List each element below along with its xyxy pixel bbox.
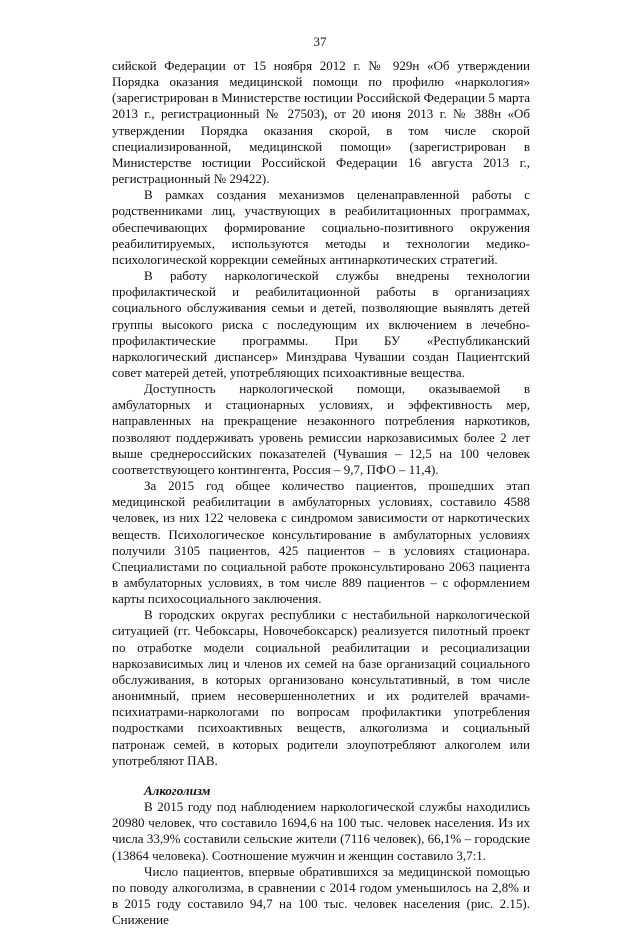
document-body	[112, 58, 530, 928]
paragraph: В городских округах республики с нестабильной наркологической ситуацией (гг. Чебоксары, Новочебоксарск) реализуется пилотный проект по отработке модели социальной реабилитации и ресоциализации наркозависимых лиц и членов их семей на базе организаций социального обслуживания, в которых организовано консультативный, в том числе анонимный, прием несовершеннолетних и их родителей врачами-психиатрами-наркологами по вопросам профилактики употребления подростками психоактивных веществ, алкоголизма и социальный патронаж семей, в которых родители злоупотребляют алкоголем или употребляют ПАВ.	[112, 607, 530, 768]
paragraph: В 2015 году под наблюдением наркологической службы находились 20980 человек, что составило 1694,6 на 100 тыс. человек населения. Из их числа 33,9% составили сельские жители (7116 человек), 66,1% – городские (13864 человека). Соотношение мужчин и женщин составило 3,7:1.	[112, 799, 530, 863]
paragraph: Число пациентов, впервые обратившихся за медицинской помощью по поводу алкоголизма, в сравнении с 2014 годом уменьшилось на 2,8% и в 2015 году составило 94,7 на 100 тыс. человек населения (рис. 2.15). Снижение	[112, 863, 530, 928]
paragraph-continued: сийской Федерации от 15 ноября 2012 г. № 929н «Об утверждении Порядка оказания медицинской помощи по профилю «наркология» (зарегистрирован в Министерстве юстиции Российской Федерации 5 марта 2013 г., регистрационный № 27503), от 20 июня 2013 г. № 388н «Об утверждении Порядка оказания скорой, в том числе скорой специализированной, медицинской помощи» (зарегистрирован в Министерстве юстиции Российской Федерации 16 августа 2013 г., регистрационный № 29422).	[112, 58, 530, 187]
paragraph: Доступность наркологической помощи, оказываемой в амбулаторных и стационарных условиях, и эффективность мер, направленных на прекращение незаконного потребления наркотиков, позволяют поддерживать уровень ремиссии наркозависимых более 2 лет выше среднероссийских показателей (Чувашия – 12,5 на 100 человек соответствующего контингента, Россия – 9,7, ПФО – 11,4).	[112, 381, 530, 477]
section-heading: Алкоголизм	[144, 782, 211, 798]
page-number: 37	[313, 34, 327, 49]
paragraph: В рамках создания механизмов целенаправленной работы с родственниками лиц, участвующих в реабилитационных программах, обеспечивающих формирование социально-позитивного окружения реабилитируемых, используются методы и технологии медико-психологической коррекции семейных антинаркотических стратегий.	[112, 187, 530, 267]
paragraph: За 2015 год общее количество пациентов, прошедших этап медицинской реабилитации в амбулаторных условиях, составило 4588 человек, из них 122 человека с синдромом зависимости от наркотических веществ. Психологическое консультирование в амбулаторных условиях получили 3105 пациентов, 425 пациентов – в условиях стационара. Специалистами по социальной работе проконсультировано 2063 пациента в амбулаторных условиях, в том числе 889 пациентов – с оформлением карты психосоциального заключения.	[112, 478, 530, 607]
paragraph: В работу наркологической службы внедрены технологии профилактической и реабилитационной работы в организациях социального обслуживания семьи и детей, позволяющие выявлять детей группы высокого риска с последующим их включением в лечебно-профилактические программы. При БУ «Республиканский наркологический диспансер» Минздрава Чувашии создан Пациентский совет матерей детей, употребляющих психоактивные вещества.	[112, 268, 530, 380]
